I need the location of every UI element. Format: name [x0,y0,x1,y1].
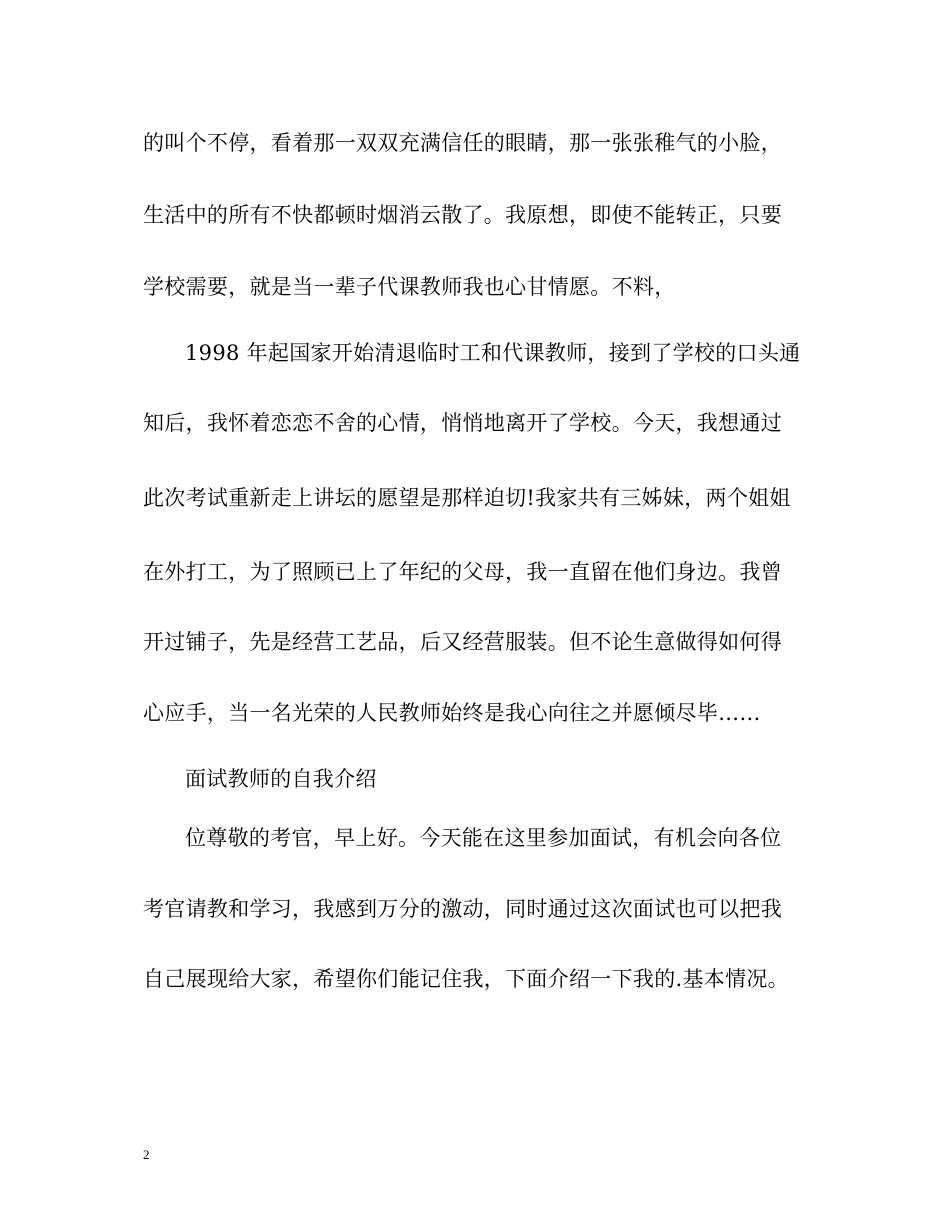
body-text-line: 考官请教和学习，我感到万分的激动，同时通过这次面试也可以把我 [143,897,782,921]
body-text-line: 此次考试重新走上讲坛的愿望是那样迫切!我家共有三姊妹，两个姐姐 [143,486,791,510]
section-heading: 面试教师的自我介绍 [185,767,377,791]
body-text-line: 学校需要，就是当一辈子代课教师我也心甘情愿。不料， [143,275,676,299]
paragraph-first-line: 位尊敬的考官，早上好。今天能在这里参加面试，有机会向各位 [185,826,782,850]
body-text-line: 自己展现给大家，希望你们能记住我，下面介绍一下我的.基本情况。 [143,967,789,991]
body-text-line: 的叫个不停，看着那一双双充满信任的眼睛，那一张张稚气的小脸， [143,131,782,155]
body-text-line: 心应手，当一名光荣的人民教师始终是我心向往之并愿倾尽毕…… [143,701,761,725]
body-text-line: 开过铺子，先是经营工艺品，后又经营服装。但不论生意做得如何得 [143,630,782,654]
paragraph-first-line: 1998 年起国家开始清退临时工和代课教师，接到了学校的口头通 [185,341,801,365]
body-text-line: 生活中的所有不快都顿时烟消云散了。我原想，即使不能转正，只要 [143,203,782,227]
body-text-line: 在外打工，为了照顾已上了年纪的父母，我一直留在他们身边。我曾 [143,560,782,584]
page-number: 2 [143,1147,150,1162]
body-text-line: 知后，我怀着恋恋不舍的心情，悄悄地离开了学校。今天，我想通过 [143,411,782,435]
